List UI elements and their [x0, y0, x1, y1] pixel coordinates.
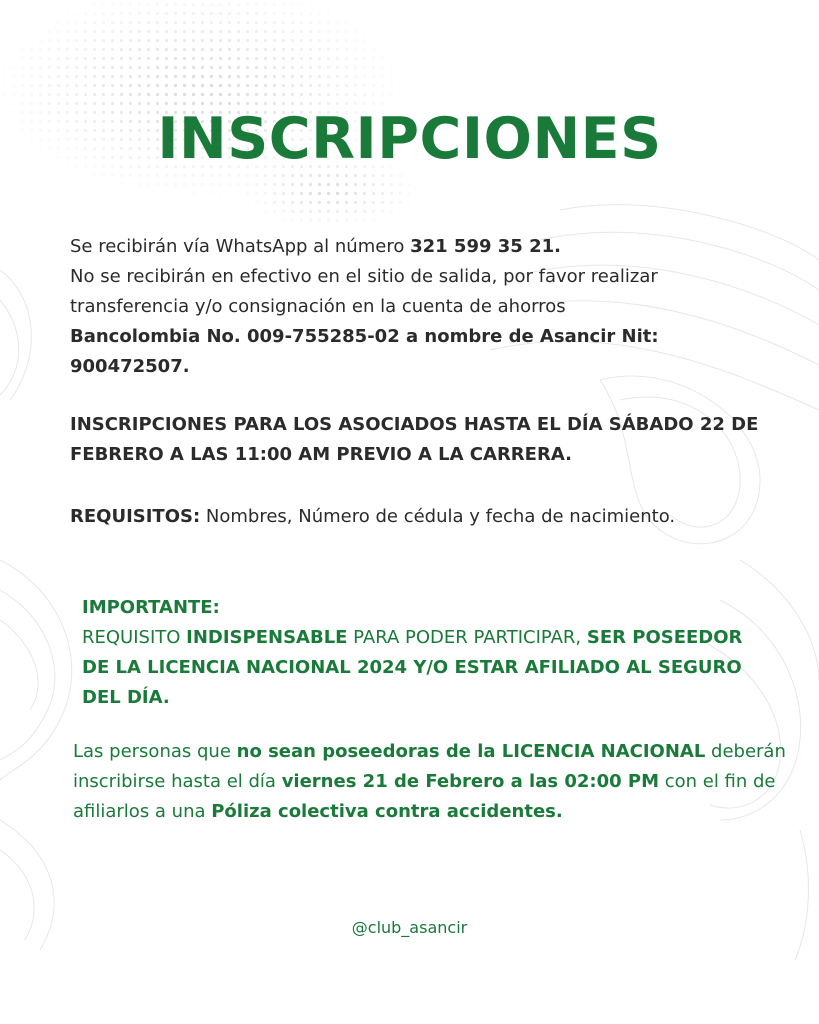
importante-bold-1: INDISPENSABLE: [186, 627, 348, 648]
personas-text-3: con el fin de afiliarlos a una: [73, 771, 776, 822]
importante-text-1: REQUISITO: [82, 627, 187, 648]
personas-bold-2: viernes 21 de Febrero a las 02:00 PM: [281, 771, 659, 792]
personas-text-2: deberán inscribirse hasta el día: [73, 741, 786, 792]
requisitos-text: Nombres, Número de cédula y fecha de nacimiento.: [200, 506, 676, 527]
bank-account: Bancolombia No. 009-755285-02 a nombre de Asancir Nit: 900472507.: [70, 326, 659, 377]
social-handle: @club_asancir: [351, 918, 468, 937]
personas-bold-3: Póliza colectiva contra accidentes.: [211, 801, 563, 822]
deadline-notice: INSCRIPCIONES PARA LOS ASOCIADOS HASTA EL DÍA SÁBADO 22 DE FEBRERO A LAS 11:00 AM PREVIO A LA CARRERA.: [70, 414, 759, 465]
importante-bold-2: SER POSEEDOR DE LA LICENCIA NACIONAL 2024 Y/O ESTAR AFILIADO AL SEGURO DEL DÍA.: [82, 627, 743, 708]
page-title: INSCRIPCIONES: [157, 106, 662, 172]
importante-heading: IMPORTANTE:: [82, 597, 220, 618]
personas-text-1: Las personas que: [73, 741, 237, 762]
requisitos-paragraph: [70, 502, 790, 532]
whatsapp-prefix: Se recibirán vía WhatsApp al número: [70, 236, 411, 257]
whatsapp-paragraph: [70, 232, 770, 382]
personas-bold-1: no sean poseedoras de la LICENCIA NACIONAL: [236, 741, 706, 762]
importante-paragraph: [82, 593, 762, 713]
importante-text-2: PARA PODER PARTICIPAR,: [347, 627, 587, 648]
requisitos-label: REQUISITOS:: [70, 506, 201, 527]
cash-notice: No se recibirán en efectivo en el sitio de salida, por favor realizar: [70, 266, 658, 287]
whatsapp-number: 321 599 35 21.: [410, 236, 561, 257]
personas-paragraph: [73, 737, 793, 827]
transfer-notice: transferencia y/o consignación en la cuenta de ahorros: [70, 296, 566, 317]
